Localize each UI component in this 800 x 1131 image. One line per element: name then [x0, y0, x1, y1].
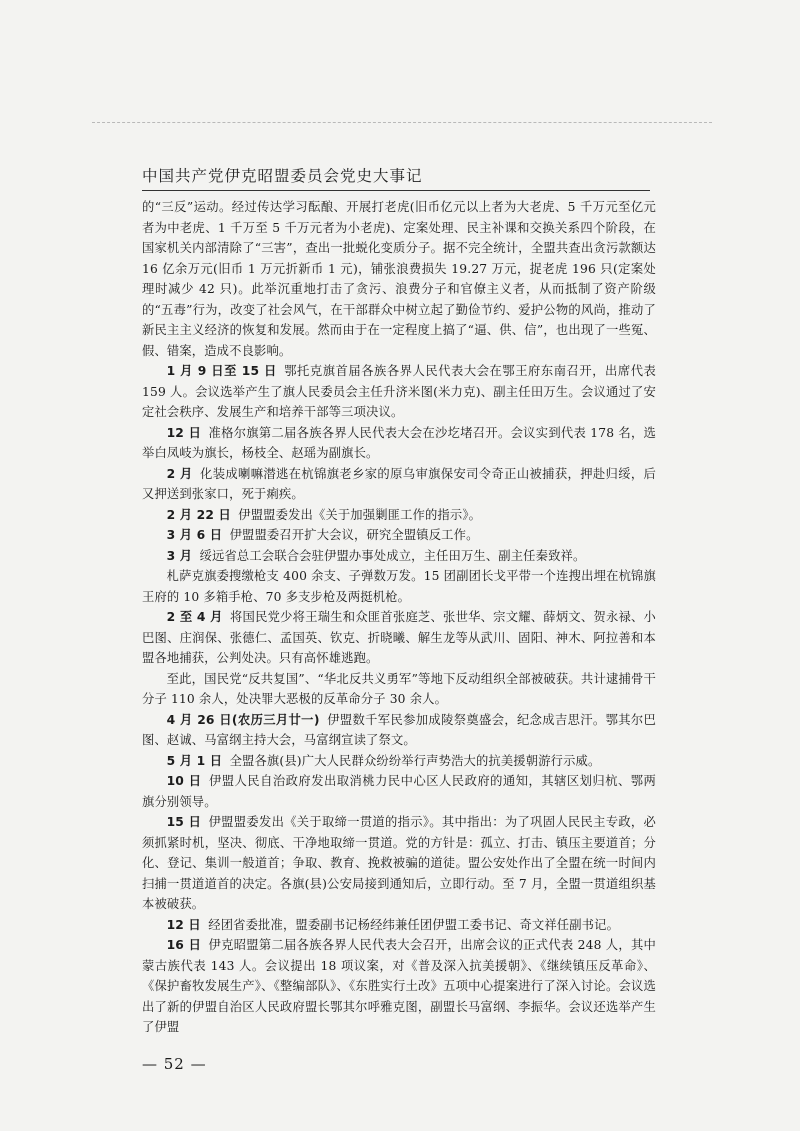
paragraph: 至此，国民党“反共复国”、“华北反共义勇军”等地下反动组织全部被破获。共计逮捕骨干分子 110 余人，处决罪大恶极的反革命分子 30 余人。 [142, 671, 656, 706]
entry-text: 伊盟盟委发出《关于加强剿匪工作的指示》。 [238, 507, 482, 522]
entry-text: 伊盟数千军民参加成陵祭奠盛会，纪念成吉思汗。鄂其尔巴图、赵诚、马富纲主持大会，马富纲宣读了祭文。 [142, 712, 656, 747]
paragraph: 札萨克旗委搜缴枪支 400 余支、子弹数万发。15 团副团长戈平带一个连搜出埋在杭锦旗王府的 10 多箱手枪、70 多支步枪及两挺机枪。 [142, 569, 656, 604]
entry-paragraph [142, 464, 656, 505]
entry-date: 3 月 [166, 548, 193, 563]
entry-paragraph [142, 423, 656, 464]
entry-text: 化装成喇嘛潜逃在杭锦旗老乡家的原乌审旗保安司令奇正山被捕获，押赴归绥，后又押送到张家口，死于痢疾。 [142, 466, 656, 501]
entry-text: 将国民党少将王瑞生和众匪首张庭芝、张世华、宗文耀、薛炳文、贺永禄、小巴图、庄润保、张德仁、孟国英、钦克、折晓曦、解生龙等从武川、固阳、神木、阿拉善和本盟各地捕获，公判处决。只有高怀雄逃跑。 [142, 610, 656, 665]
scan-top-rule [92, 122, 712, 123]
entry-paragraph [142, 607, 656, 669]
entry-date: 15 日 [166, 815, 202, 829]
entry-paragraph [142, 525, 656, 546]
document-body [142, 197, 656, 1038]
entry-text: 经团省委批准，盟委副书记杨经纬兼任团伊盟工委书记、奇文祥任副书记。 [208, 917, 620, 932]
entry-paragraph [142, 812, 656, 915]
entry-paragraph [142, 751, 656, 772]
entry-paragraph [142, 710, 656, 751]
page-number: — 52 — [142, 1055, 207, 1073]
entry-text: 全盟各旗(县)广大人民群众纷纷举行声势浩大的抗美援朝游行示威。 [229, 753, 601, 768]
entry-date: 16 日 [166, 938, 202, 952]
entry-text: 绥远省总工会联合会驻伊盟办事处成立，主任田万生、副主任秦致祥。 [199, 548, 586, 563]
entry-date: 3 月 6 日 [166, 528, 223, 542]
entry-date: 10 日 [166, 774, 202, 788]
entry-text: 伊盟人民自治政府发出取消桃力民中心区人民政府的通知，其辖区划归杭、鄂两旗分别领导。 [142, 774, 656, 809]
entry-paragraph [142, 915, 656, 936]
entry-text: 伊克昭盟第二届各族各界人民代表大会召开，出席会议的正式代表 248 人，其中蒙古族代表 143 人。会议提出 18 项议案，对《普及深入抗美援朝》、《继续镇压反革命》、《保护畜牧发展生产》、《整编部队》、《东胜实行土改》五项中心提案进行了深入讨论。会议选出了新的伊盟自治区人民政府盟长鄂其尔呼雅克图，副盟长马富纲、李振华。会议还选举产生了伊盟 [142, 938, 656, 1034]
paragraph: 的“三反”运动。经过传达学习酝酿、开展打老虎(旧币亿元以上者为大老虎、5 千万元至亿元者为中老虎、1 千万至 5 千万元者为小老虎)、定案处理、民主补课和交换关系四个阶段，在国家机关内部清除了“三害”，查出一批蜕化变质分子。据不完全统计，全盟共查出贪污款额达 16 亿余万元(旧币 1 万元折新币 1 元)，铺张浪费损失 19.27 万元，捉老虎 196 只(定案处理时减少 42 只)。此举沉重地打击了贪污、浪费分子和官僚主义者，从而抵制了资产阶级的“五毒”行为，改变了社会风气，在干部群众中树立起了勤俭节约、爱护公物的风尚，推动了新民主主义经济的恢复和发展。然而由于在一定程度上搞了“逼、供、信”，也出现了一些冤、假、错案，造成不良影响。 [142, 200, 656, 358]
entry-paragraph [142, 505, 656, 526]
entry-date: 4 月 26 日(农历三月廿一) [166, 712, 320, 727]
entry-text: 伊盟盟委发出《关于取缔一贯道的指示》。其中指出：为了巩固人民民主专政，必须抓紧时机，坚决、彻底、干净地取缔一贯道。党的方针是：孤立、打击、镇压主要道首；分化、登记、集训一般道首；争取、教育、挽救被骗的道徒。盟公安处作出了全盟在统一时间内扫捕一贯道道首的决定。各旗(县)公安局接到通知后，立即行动。至 7 月，全盟一贯道组织基本被破获。 [142, 815, 656, 911]
entry-paragraph [142, 935, 656, 1038]
entry-paragraph [142, 771, 656, 812]
entry-text: 准格尔旗第二届各族各界人民代表大会在沙圪堵召开。会议实到代表 178 名，选举白凤岐为旗长，杨枝全、赵瑶为副旗长。 [142, 425, 656, 460]
entry-text: 伊盟盟委召开扩大会议，研究全盟镇反工作。 [229, 528, 479, 542]
entry-date: 2 月 [166, 466, 193, 481]
entry-paragraph [142, 546, 656, 567]
entry-date: 1 月 9 日至 15 日 [166, 364, 277, 378]
entry-date: 2 月 22 日 [166, 507, 231, 522]
entry-paragraph [142, 361, 656, 423]
entry-date: 2 至 4 月 [166, 610, 223, 624]
header-rule [142, 190, 650, 191]
entry-date: 12 日 [166, 917, 201, 932]
entry-date: 5 月 1 日 [166, 753, 223, 768]
entry-text: 鄂托克旗首届各族各界人民代表大会在鄂王府东南召开，出席代表 159 人。会议选举产生了旗人民委员会主任升济米图(米力克)、副主任田万生。会议通过了安定社会秩序、发展生产和培养干部等三项决议。 [142, 364, 656, 419]
running-header-title: 中国共产党伊克昭盟委员会党史大事记 [142, 167, 423, 185]
entry-date: 12 日 [166, 425, 202, 440]
